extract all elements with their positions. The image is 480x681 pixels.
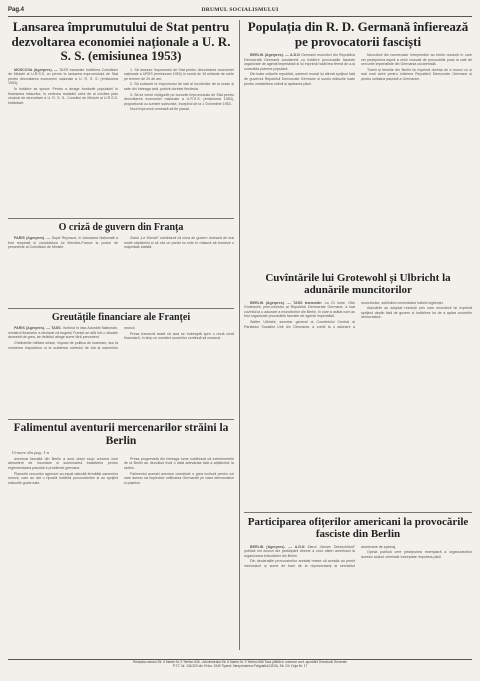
paragraph: Opinia publică cere pedepsirea exemplară a organizatorilor acestor acțiuni criminale îndreptate împotriva păcii. bbox=[361, 550, 472, 559]
article-body bbox=[244, 53, 472, 258]
paragraph: Cheltuielile militare uriașe, impuse de politica de înarmare, duc la creșterea impozitelor și la scăderea nivelului de trai al oamenilor muncii. bbox=[8, 326, 136, 350]
dateline: BERLIN (Agerpres). — A.D.N bbox=[250, 53, 300, 58]
paragraph: aventura fascistă din Berlin a avut drept scop crearea unei atmosfere de încordare și subminarea tratativelor pentru reglementarea pașnică a problemei germane. bbox=[8, 456, 118, 470]
article-title: Cuvîntările lui Grotewohl și Ulbricht la adunările muncitorilor bbox=[265, 272, 451, 297]
section-divider bbox=[8, 419, 234, 420]
article-title: Populația din R. D. Germană înfierează pe provocatorii fasciști bbox=[247, 20, 469, 49]
article-subtitle: Urmare din pag. 1-a bbox=[12, 449, 50, 455]
article-body bbox=[8, 457, 234, 647]
paragraph: Presa progresistă din întreaga lume subliniază că evenimentele de la Berlin au dezvăluit încă o dată adevărata față a ațîțătorilor la război. bbox=[124, 456, 234, 470]
page-footer bbox=[8, 659, 472, 669]
article-title: O criză de guvern din Franța bbox=[58, 222, 184, 233]
paragraph: 2. Să subscrie la împrumutul de stat al locuitorilor de la orașe și sate din întreaga țară, potrivit dorinței fiecăruia. bbox=[124, 82, 234, 92]
dateline: PARIS (Agerpres). — bbox=[14, 236, 51, 241]
dateline: BERLIN (Agerpres). — A.D.N bbox=[250, 544, 305, 549]
article-mercenaries bbox=[8, 422, 234, 650]
dateline: MOSCOVA (Agerpres). — bbox=[14, 67, 58, 72]
article-title: Greutățile financiare ale Franței bbox=[51, 312, 191, 323]
paragraph: Falimentul acestei aventuri constituie o grea lovitură pentru cei care doresc să împiedice unificarea Germaniei pe baze democratice și pașnice. bbox=[124, 471, 234, 485]
paragraph: Adunările au adoptat rezoluții prin care muncitorii își exprimă sprijinul deplin față de guvern și hotărîrea lor de a apăra cuceririle democratice. bbox=[361, 306, 472, 320]
section-divider bbox=[244, 512, 472, 513]
article-officers bbox=[244, 516, 472, 650]
page-number: Pag.4 bbox=[8, 7, 25, 13]
newspaper-page bbox=[8, 6, 472, 669]
paragraph: Presa franceză arată că țara se îndreaptă spre o nouă criză financiară, în timp ce numărul șomerilor continuă să crească. bbox=[124, 331, 234, 341]
paragraph: Germanii muncitori din Republica Democrată Germană condamnă cu hotărîre provocațiile fasciste organizate de agenții imperialiști și își exprimă hotărîrea fermă de a-și consolida puterea populară. bbox=[244, 53, 355, 71]
column-divider bbox=[239, 20, 240, 650]
article-body bbox=[8, 236, 234, 302]
paragraph: Muncitorii din numeroase întreprinderi au trimis rezoluții în care cer pedepsirea aspră a celor vinovați de provocările puse la cale de cercurile imperialiste din Germania occidentală. bbox=[361, 53, 472, 67]
paragraph: Ziarul „Neues Deutschland” publică noi dovezi ale participării directe a unor ofițeri americani la organizarea tulburărilor din Berlin. bbox=[244, 544, 355, 558]
footer-line: P.T.T. Nr. 136.320 din 9 Nov. 1949 Tiparul: Întreprinderea Poligrafică DEVA, Str. Gh. Doja Nr. 17 bbox=[172, 664, 308, 669]
article-title: Falimentul aventurii mercenarilor străini la Berlin bbox=[13, 422, 229, 447]
article-body bbox=[244, 301, 472, 501]
footer-line: Redacția ziarului Str. 6 Martie Nr. 9 Telefon 636 - Administrația Str. 6 Martie Nr. 9 Telefon 666 Taxa plătită în numerar conf. aprobării Direcțiunii Generale bbox=[133, 660, 347, 665]
section-divider bbox=[8, 308, 234, 309]
article-title: Participarea ofițerilor americani la provocările fasciste din Berlin bbox=[247, 516, 469, 541]
paragraph: Planurile cercurilor agresive au eșuat datorită fermității oamenilor muncii, care au dat o ripostă hotărîtă provocatorilor și au sprijinit măsurile guvernului. bbox=[8, 471, 118, 485]
paragraph: Tinerii și femeile din Berlin își exprimă dorința de a munci cu și mai mult avînt pentru întărirea Republicii Democrate Germane și pentru unitatea pașnică a Germaniei. bbox=[361, 67, 472, 82]
paragraph: Ziarul „Le Monde” subliniază că criza de guvern durează de mai multe săptămîni și că nici un partid nu este în măsură să formeze o majoritate stabilă. bbox=[124, 236, 234, 250]
paragraph: TASS transmite hotărîrea Consiliului de Miniștri al U.R.S.S. cu privire la lansarea împrumutului de Stat pentru dezvoltarea economiei naționale a U. R. S. S. (emisiunea 1953): bbox=[8, 67, 119, 86]
article-body bbox=[8, 68, 234, 216]
page-header bbox=[8, 6, 472, 17]
article-gdr bbox=[244, 20, 472, 266]
article-title: Lansarea împrumutului de Stat pentru dezvoltarea economiei naționale a U. R. S. S. (emisiunea 1953) bbox=[11, 20, 231, 64]
paragraph: Din toate colțurile republicii, oamenii muncii își afirmă sprijinul față de guvernul Republicii Democrate Germane și susțin măsurile luate pentru restabilirea ordinii și apărarea păcii. bbox=[244, 72, 355, 86]
paragraph: 1. Să lanseze împrumutul de Stat pentru dezvoltarea economiei naționale a URSS (emisiunea 1953) în sumă de 15 miliarde de ruble pe termen de 20 de ani. bbox=[124, 67, 234, 81]
article-workers bbox=[244, 272, 472, 508]
paragraph: Walter Ulbricht, secretar general al Comitetului Central al Partidului Socialist Unit din Germania, a vorbit la o adunare a muncitorilor, subliniind necesitatea întăririi vigilenței. bbox=[244, 300, 444, 329]
article-body bbox=[244, 545, 472, 645]
article-loan bbox=[8, 20, 234, 216]
dateline: BERLIN (Agerpres). — TASS transmite: bbox=[250, 300, 323, 305]
section-divider bbox=[8, 218, 234, 219]
article-body bbox=[8, 326, 234, 414]
article-finance bbox=[8, 312, 234, 418]
paragraph: Din declarațiile provocatorilor arestați reiese că aceștia au primit instrucțiuni și sume de bani de la reprezentanți ai serviciilor americane de spionaj. bbox=[244, 544, 397, 568]
paragraph: Noul împrumut urmează să fie plasat. bbox=[130, 107, 190, 112]
dateline: PARIS (Agerpres). — TASS. bbox=[14, 326, 62, 331]
paragraph: La 21 iunie, Otto Grotewohl, prim-ministru al Republicii Democrate Germane, a luat cuvîntul la o adunare a muncitorilor din Berlin, în care a arătat cum au fost organizate provocările fasciste de agenții imperialiști. bbox=[244, 300, 356, 319]
paragraph: 3. Să se verse cîștigurile pe bonurile împrumutului de Stat pentru dezvoltarea economiei naționale a U.R.S.S. (emisiunea 1953), proporțional cu sumele subscrise, începînd de la 1 Octombrie 1953. bbox=[124, 92, 234, 106]
paragraph: În hotărîre se spune: Pentru a atrage fondurile populației în finanțarea măsurilor, în vederea realizării celui de al cincilea plan cincinal de dezvoltare a U. R. S. S., Consiliul de Miniștri al U.R.S.S. hotărăște: bbox=[8, 87, 118, 105]
article-france bbox=[8, 222, 234, 306]
paragraph: Vorbind în fața Adunării Naționale, ministrul finanțelor a declarat că bugetul Franței se află într-o situație deosebit de grea, iar deficitul atinge sume fără precedent. bbox=[8, 326, 119, 340]
paragraph: După Reynaud, în Adunarea Națională a fost respinsă și candidatura lui Mendès-France la postul de președinte al Consiliului de Miniștri. bbox=[8, 236, 118, 250]
publication-name: DRUMUL SOCIALISMULUI bbox=[201, 7, 279, 13]
